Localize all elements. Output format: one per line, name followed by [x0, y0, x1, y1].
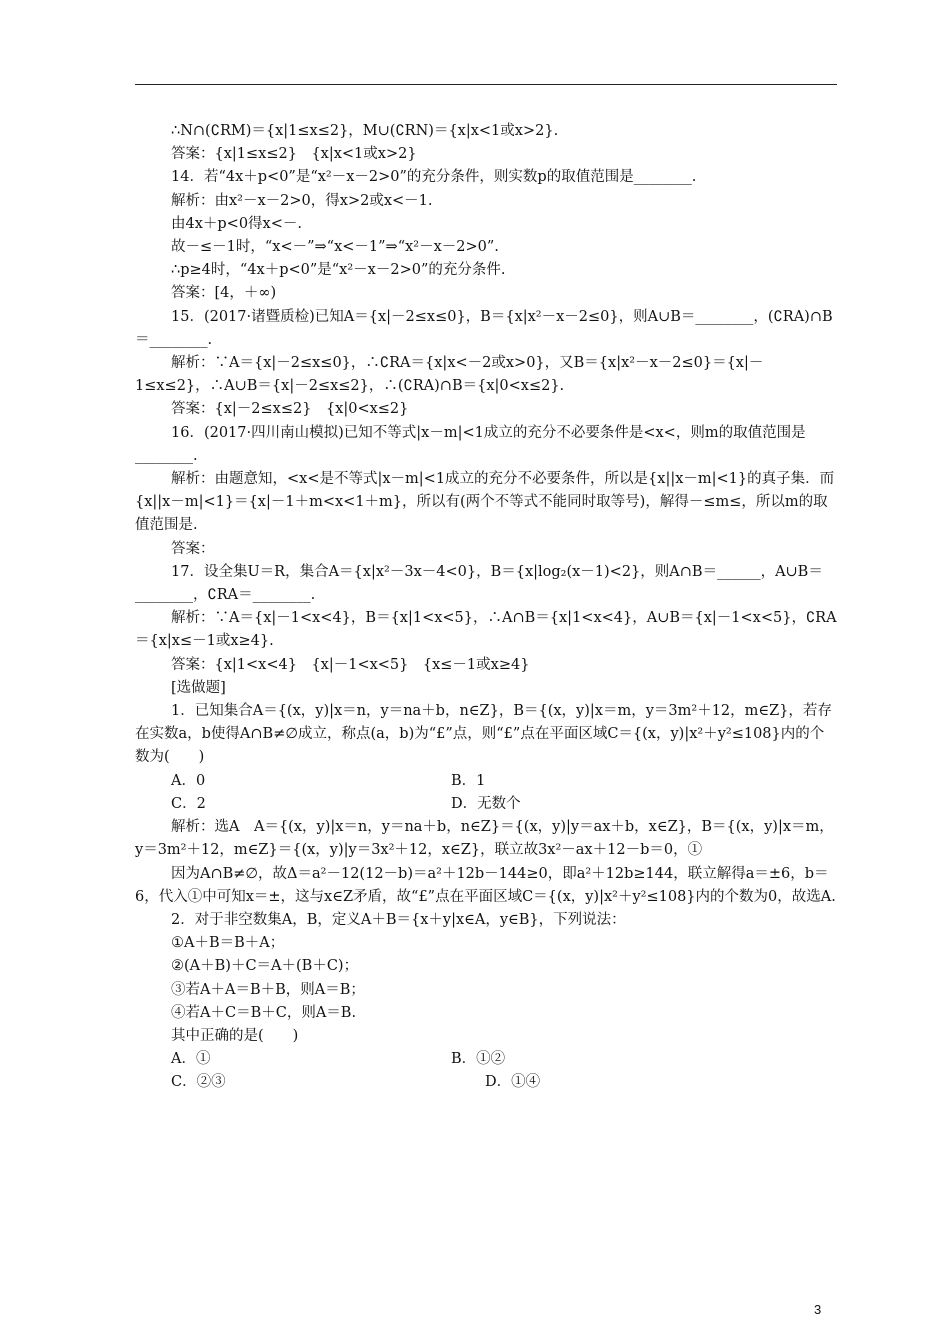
- option-b: B．1: [451, 772, 486, 789]
- answer-line: 答案：[4，＋∞): [171, 285, 277, 302]
- option-c: C．2: [171, 795, 206, 812]
- solution-line: 解析：∵A＝{x|－2≤x≤0}，∴∁RA＝{x|x<－2或x>0}，又B＝{x|x²－x－2≤0}＝{x|－1≤x≤2}，∴A∪B＝{x|－2≤x≤2}，∴(∁RA)∩B＝{x|0<x≤2}.: [135, 355, 764, 395]
- answer-line: 答案：: [171, 540, 215, 557]
- question-17: 17．设全集U＝R，集合A＝{x|x²－3x－4<0}，B＝{x|log₂(x－1)<2}，则A∩B＝______，A∪B＝________，∁RA＝________.: [135, 563, 823, 604]
- solution-line: 解析：选A A＝{(x，y)|x＝n，y＝na＋b，n∈Z}＝{(x，y)|y＝ax＋b，x∈Z}，B＝{(x，y)|x＝m，y＝3m²＋12，m∈Z}＝{(x，y)|y＝3x²＋12，x∈Z}，联立故3x²－ax＋12－b＝0，①: [135, 819, 834, 859]
- answer-line: 答案：{x|1≤x≤2} {x|x<1或x>2}: [171, 146, 417, 163]
- q2-options-row-2: [135, 1071, 837, 1094]
- statement-3: ③若A＋A＝B＋B，则A＝B；: [171, 981, 365, 998]
- statement-4: ④若A＋C＝B＋C，则A＝B.: [171, 1004, 357, 1021]
- solution-line: ∴p≥4时，“4x＋p<0”是“x²－x－2>0”的充分条件.: [171, 262, 506, 279]
- answer-line: 答案：{x|1<x<4} {x|－1<x<5} {x≤－1或x≥4}: [171, 656, 530, 673]
- solution-line: 解析：∵A＝{x|－1<x<4}，B＝{x|1<x<5}，∴A∩B＝{x|1<x<4}，A∪B＝{x|－1<x<5}，∁RA＝{x|x≤－1或x≥4}.: [135, 610, 837, 650]
- statement-1: ①A＋B＝B＋A；: [171, 935, 285, 952]
- option-a: A．0: [171, 772, 206, 789]
- option-a: A．①: [171, 1051, 211, 1068]
- question-14: 14．若“4x＋p<0”是“x²－x－2>0”的充分条件，则实数p的取值范围是________.: [171, 169, 697, 186]
- solution-line: 故－≤－1时，“x<－”⇒“x<－1”⇒“x²－x－2>0”.: [171, 239, 499, 256]
- option-b: B．①②: [451, 1051, 506, 1068]
- solution-line: 解析：由x²－x－2>0，得x>2或x<－1.: [171, 192, 433, 209]
- optional-question-1: 1．已知集合A＝{(x，y)|x＝n，y＝na＋b，n∈Z}，B＝{(x，y)|x＝m，y＝3m²＋12，m∈Z}，若存在实数a，b使得A∩B≠∅成立，称点(a，b)为“£”点，则“£”点在平面区域C＝{(x，y)|x²＋y²≤108}内的个数为( ): [135, 703, 832, 766]
- q2-options-row-1: [135, 1048, 837, 1071]
- q1-options-row-2: [135, 793, 837, 816]
- question-prompt: 其中正确的是( ): [171, 1027, 299, 1044]
- text-line: ∴N∩(∁RM)＝{x|1≤x≤2}，M∪(∁RN)＝{x|x<1或x>2}.: [171, 123, 559, 139]
- header-rule: [135, 84, 837, 85]
- question-15: 15．(2017·诸暨质检)已知A＝{x|－2≤x≤0}，B＝{x|x²－x－2≤0}，则A∪B＝________，(∁RA)∩B＝________.: [135, 308, 833, 348]
- page-number: 3: [814, 1302, 822, 1317]
- statement-2: ②(A＋B)＋C＝A＋(B＋C)；: [171, 958, 359, 975]
- question-16: 16．(2017·四川南山模拟)已知不等式|x－m|<1成立的充分不必要条件是<x<，则m的取值范围是________.: [135, 424, 806, 464]
- section-heading: [选做题]: [171, 679, 226, 696]
- option-c: C．②③: [171, 1074, 226, 1091]
- solution-line: 解析：由题意知，<x<是不等式|x－m|<1成立的充分不必要条件，所以是{x||x－m|<1}的真子集．而{x||x－m|<1}＝{x|－1＋m<x<1＋m}，所以有(两个不等式不能同时取等号)，解得－≤m≤，所以m的取值范围是.: [135, 471, 835, 534]
- optional-question-2: 2．对于非空数集A，B，定义A＋B＝{x＋y|x∈A，y∈B}，下列说法：: [171, 911, 626, 928]
- q1-options-row-1: [135, 770, 837, 793]
- option-d: D．无数个: [451, 795, 521, 812]
- solution-line: 因为A∩B≠∅，故Δ＝a²－12(12－b)＝a²＋12b－144≥0，即a²＋12b≥144，联立解得a＝±6，b＝6，代入①中可知x＝±，这与x∈Z矛盾，故“£”点在平面区域C＝{(x，y)|x²＋y²≤108}内的个数为0，故选A.: [135, 865, 836, 905]
- document-body: [135, 120, 837, 1095]
- solution-line: 由4x＋p<0得x<－.: [171, 215, 302, 232]
- answer-line: 答案：{x|－2≤x≤2} {x|0<x≤2}: [171, 401, 409, 418]
- option-d: D．①④: [485, 1074, 541, 1091]
